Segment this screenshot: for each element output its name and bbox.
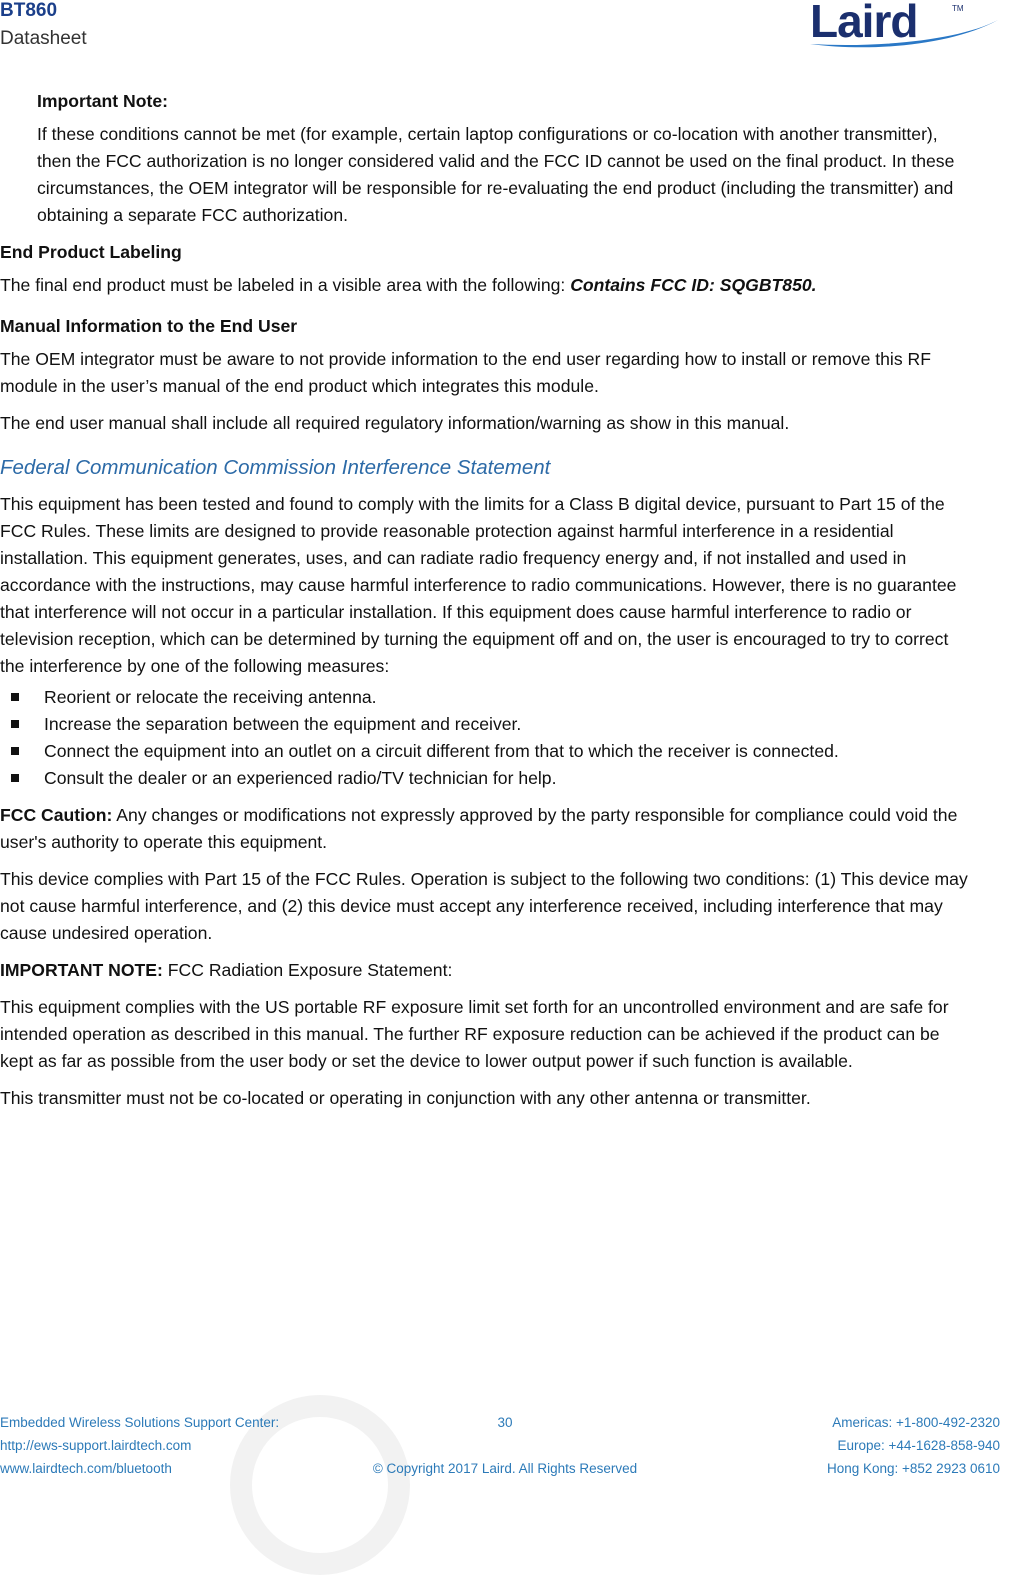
fcc-caution-text: Any changes or modifications not expressly approved by the party responsible for compliance could void the user's authority to operate this equipment. (0, 805, 958, 852)
important-label: IMPORTANT NOTE: (0, 960, 163, 980)
manual-info-paragraph-2: The end user manual shall include all required regulatory information/warning as show in this manual. (0, 413, 790, 433)
labeling-text: The final end product must be labeled in a visible area with the following: (0, 275, 571, 295)
end-product-labeling-text (0, 272, 970, 299)
list-item (0, 738, 970, 765)
measure-text: Connect the equipment into an outlet on a circuit different from that to which the receiver is connected. (44, 741, 839, 761)
list-item (0, 711, 970, 738)
footer-center (340, 1411, 670, 1480)
bullet-icon (11, 774, 19, 782)
logo-text: Laird (810, 0, 918, 47)
hongkong-phone: Hong Kong: +852 2923 0610 (826, 1461, 1000, 1476)
fcc-compliance: This device complies with Part 15 of the FCC Rules. Operation is subject to the following two conditions: (1) This device may not cause harmful interference, and (2) this device must accept any interference received, including interference that may cause undesired operation. (0, 869, 968, 943)
measure-text: Increase the separation between the equipment and receiver. (44, 714, 522, 734)
manual-info-paragraph-1: The OEM integrator must be aware to not provide information to the end user regarding how to install or remove this RF module in the user’s manual of the end product which integrates this module. (0, 349, 931, 396)
laird-logo (810, 0, 1000, 52)
manual-info-heading: Manual Information to the End User (0, 316, 298, 336)
fcc-id-label: Contains FCC ID: SQGBT850. (570, 275, 817, 295)
support-url-link[interactable]: http://ews-support.lairdtech.com (0, 1438, 192, 1453)
americas-phone: Americas: +1-800-492-2320 (832, 1415, 1000, 1430)
bluetooth-url-link[interactable]: www.lairdtech.com/bluetooth (0, 1461, 172, 1476)
product-name: BT860 (0, 0, 58, 21)
bullet-icon (11, 747, 19, 755)
fcc-caution (0, 802, 970, 856)
measure-text: Consult the dealer or an experienced radio/TV technician for help. (44, 768, 557, 788)
important-note-text: If these conditions cannot be met (for example, certain laptop configurations or co-location with another transmitter), then the FCC authorization is no longer considered valid and the FCC ID cannot be used on the final product. In these circumstances, the OEM integrator will be responsible for re-evaluating the end product (including the transmitter) and obtaining a separate FCC authorization. (37, 124, 955, 225)
fcc-caution-label: FCC Caution: (0, 805, 113, 825)
document-body (0, 88, 970, 1122)
important-text: FCC Radiation Exposure Statement: (162, 960, 453, 980)
page-number: 30 (497, 1415, 513, 1430)
copyright: © Copyright 2017 Laird. All Rights Reserved (372, 1461, 638, 1476)
document-type: Datasheet (0, 28, 87, 49)
list-item (0, 684, 970, 711)
bullet-icon (11, 720, 19, 728)
important-note-exposure (0, 957, 970, 984)
fcc-statement-intro: This equipment has been tested and found to comply with the limits for a Class B digital device, pursuant to Part 15 of the FCC Rules. These limits are designed to provide reasonable protection against harmful interference in a residential installation. This equipment generates, uses, and can radiate radio frequency energy and, if not installed and used in accordance with the instructions, may cause harmful interference to radio communications. However, there is no guarantee that interference will not occur in a particular installation. If this equipment does cause harmful interference to radio or television reception, which can be determined by turning the equipment off and on, the user is encouraged to try to correct the interference by one of the following measures: (0, 494, 957, 676)
important-note-title: Important Note: (37, 91, 168, 111)
logo-trademark: TM (952, 4, 964, 13)
bullet-icon (11, 693, 19, 701)
support-center-label: Embedded Wireless Solutions Support Center: (0, 1415, 280, 1430)
important-note (37, 88, 970, 229)
rf-exposure: This equipment complies with the US portable RF exposure limit set forth for an uncontrolled environment and are safe for intended operation as described in this manual. The further RF exposure reduction can be achieved if the product can be kept as far as possible from the user body or set the device to lower output power if such function is available. (0, 997, 949, 1071)
fcc-statement-heading: Federal Communication Commission Interference Statement (0, 456, 551, 479)
list-item (0, 765, 970, 792)
footer-left (0, 1411, 279, 1480)
measure-text: Reorient or relocate the receiving antenna. (44, 687, 377, 707)
end-product-labeling-heading: End Product Labeling (0, 242, 182, 262)
measures-list (0, 684, 970, 792)
europe-phone: Europe: +44-1628-858-940 (837, 1438, 1000, 1453)
colocation-statement: This transmitter must not be co-located or operating in conjunction with any other antenna or transmitter. (0, 1088, 811, 1108)
footer-right (827, 1411, 1000, 1480)
